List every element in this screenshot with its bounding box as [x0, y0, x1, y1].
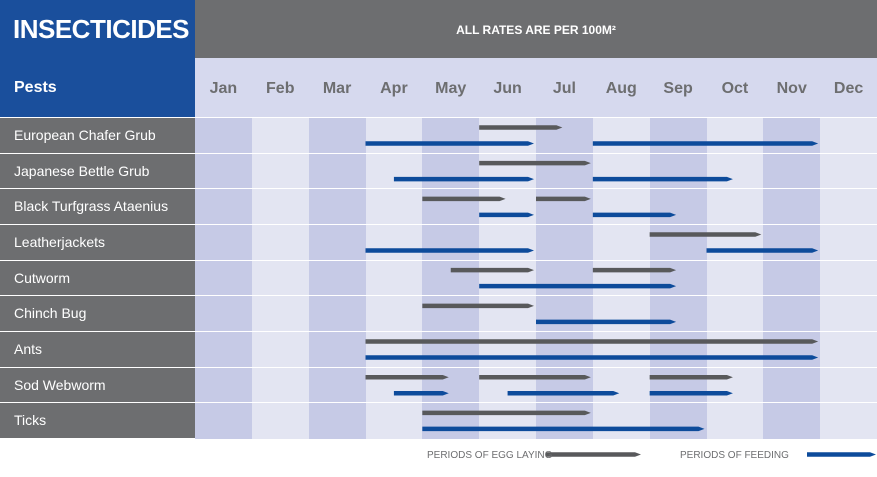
pest-label: Leatherjackets — [0, 225, 195, 260]
feeding-bar — [536, 320, 676, 325]
egg-laying-bar — [479, 375, 591, 380]
feeding-bar — [366, 141, 535, 146]
egg-laying-bar — [366, 375, 449, 380]
pest-label: Sod Webworm — [0, 368, 195, 403]
month-label-mar: Mar — [322, 80, 352, 97]
feeding-bar — [508, 391, 620, 396]
month-label-apr: Apr — [380, 80, 408, 97]
egg-laying-bar — [422, 304, 534, 309]
feeding-bar — [479, 213, 534, 218]
feeding-bar — [422, 427, 704, 432]
month-label-jul: Jul — [552, 80, 576, 97]
egg-laying-bar — [536, 197, 591, 202]
month-label-jun: Jun — [493, 80, 522, 97]
legend-feeding-swatch — [807, 452, 876, 457]
month-label-oct: Oct — [721, 80, 749, 97]
egg-laying-bar — [451, 268, 534, 273]
month-label-may: May — [435, 80, 467, 97]
pest-label: Japanese Bettle Grub — [0, 154, 195, 189]
egg-laying-bar — [422, 411, 590, 416]
pest-label: Chinch Bug — [0, 296, 195, 331]
month-label-dec: Dec — [833, 80, 864, 97]
pest-label: Black Turfgrass Ataenius — [0, 189, 195, 224]
legend-egg-laying-swatch — [546, 452, 641, 457]
pest-label: Ants — [0, 332, 195, 367]
feeding-bar — [707, 248, 819, 253]
egg-laying-bar — [366, 339, 819, 344]
feeding-bar — [479, 284, 676, 289]
chart-title: INSECTICIDES — [13, 14, 190, 44]
rates-note: ALL RATES ARE PER 100M² — [456, 23, 616, 37]
feeding-bar — [593, 141, 818, 146]
month-label-aug: Aug — [605, 80, 637, 97]
feeding-bar — [366, 248, 535, 253]
feeding-bar — [394, 391, 449, 396]
egg-laying-bar — [479, 161, 591, 166]
egg-laying-bar — [593, 268, 676, 273]
feeding-bar — [593, 177, 733, 182]
pest-label: Cutworm — [0, 261, 195, 296]
month-label-sep: Sep — [663, 80, 693, 97]
month-label-jan: Jan — [209, 80, 238, 97]
feeding-bar — [593, 213, 676, 218]
feeding-bar — [366, 355, 819, 360]
egg-laying-bar — [422, 197, 505, 202]
feeding-bar — [394, 177, 534, 182]
egg-laying-bar — [650, 232, 762, 237]
pest-label: Ticks — [0, 403, 195, 438]
month-label-nov: Nov — [776, 80, 807, 97]
legend-feeding-label: PERIODS OF FEEDING — [680, 450, 789, 461]
pest-label: European Chafer Grub — [0, 118, 195, 153]
feeding-bar — [650, 391, 733, 396]
month-label-feb: Feb — [266, 80, 295, 97]
legend-egg-laying-label: PERIODS OF EGG LAYING — [427, 450, 553, 461]
egg-laying-bar — [650, 375, 733, 380]
egg-laying-bar — [479, 125, 562, 130]
pests-header-label: Pests — [14, 79, 57, 96]
